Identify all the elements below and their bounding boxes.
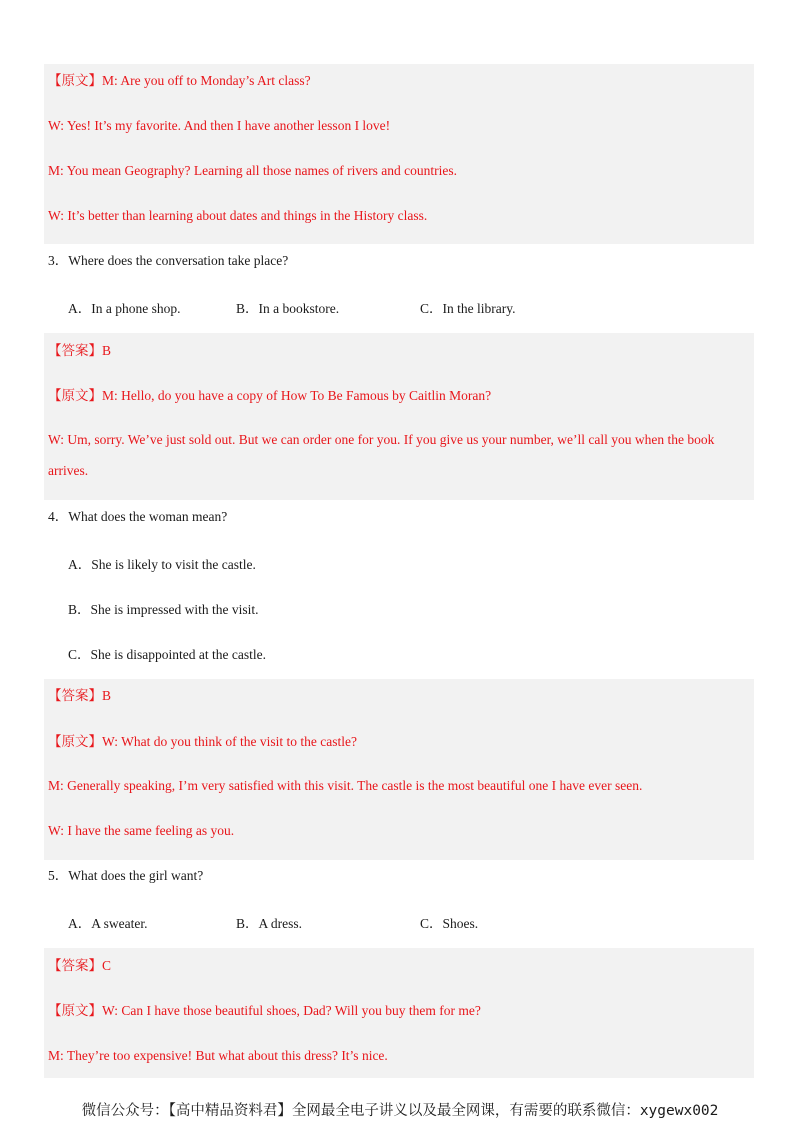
option-b: B．In a bookstore. — [236, 301, 340, 316]
transcript-line: W: Um, sorry. We’ve just sold out. But we can order one for you. If you give us your number, we’ll call you when the book arrives. — [48, 432, 715, 478]
transcript-line: 【原文】W: What do you think of the visit to the castle? — [48, 734, 357, 749]
answer-label: 【答案】B — [48, 343, 112, 358]
transcript-line: W: Yes! It’s my favorite. And then I have another lesson I love! — [48, 118, 391, 133]
option-c: C．In the library. — [420, 301, 516, 316]
footer-wechat-id: xygewx002 — [639, 1103, 719, 1119]
option-a: A．She is likely to visit the castle. — [68, 557, 256, 572]
option-c: C．Shoes. — [420, 916, 479, 931]
option-b: B．She is impressed with the visit. — [68, 602, 259, 617]
option-b: B．A dress. — [236, 916, 303, 931]
transcript-line: M: They’re too expensive! But what about this dress? It’s nice. — [48, 1048, 388, 1063]
option-a: A．A sweater. — [68, 916, 148, 931]
page-footer — [0, 1099, 800, 1120]
transcript-line: M: You mean Geography? Learning all those names of rivers and countries. — [48, 163, 458, 178]
transcript-line: W: I have the same feeling as you. — [48, 823, 235, 838]
option-a: A．In a phone shop. — [68, 301, 181, 316]
answer-label: 【答案】C — [48, 958, 112, 973]
question-5: 5．What does the girl want? — [48, 868, 204, 883]
option-c: C．She is disappointed at the castle. — [68, 647, 266, 662]
question-4: 4．What does the woman mean? — [48, 509, 228, 524]
question-3: 3．Where does the conversation take place? — [48, 253, 289, 268]
transcript-line: M: Generally speaking, I’m very satisfied with this visit. The castle is the most beautiful one I have ever seen. — [48, 778, 643, 793]
footer-text: 微信公众号：【高中精品资料君】全网最全电子讲义以及最全网课，有需要的联系微信： — [81, 1103, 640, 1119]
transcript-line: 【原文】M: Hello, do you have a copy of How To Be Famous by Caitlin Moran? — [48, 388, 492, 403]
transcript-line: 【原文】M: Are you off to Monday’s Art class? — [48, 73, 311, 88]
transcript-line: W: It’s better than learning about dates and things in the History class. — [48, 208, 428, 223]
transcript-line: 【原文】W: Can I have those beautiful shoes, Dad? Will you buy them for me? — [48, 1003, 481, 1018]
answer-label: 【答案】B — [48, 688, 112, 703]
